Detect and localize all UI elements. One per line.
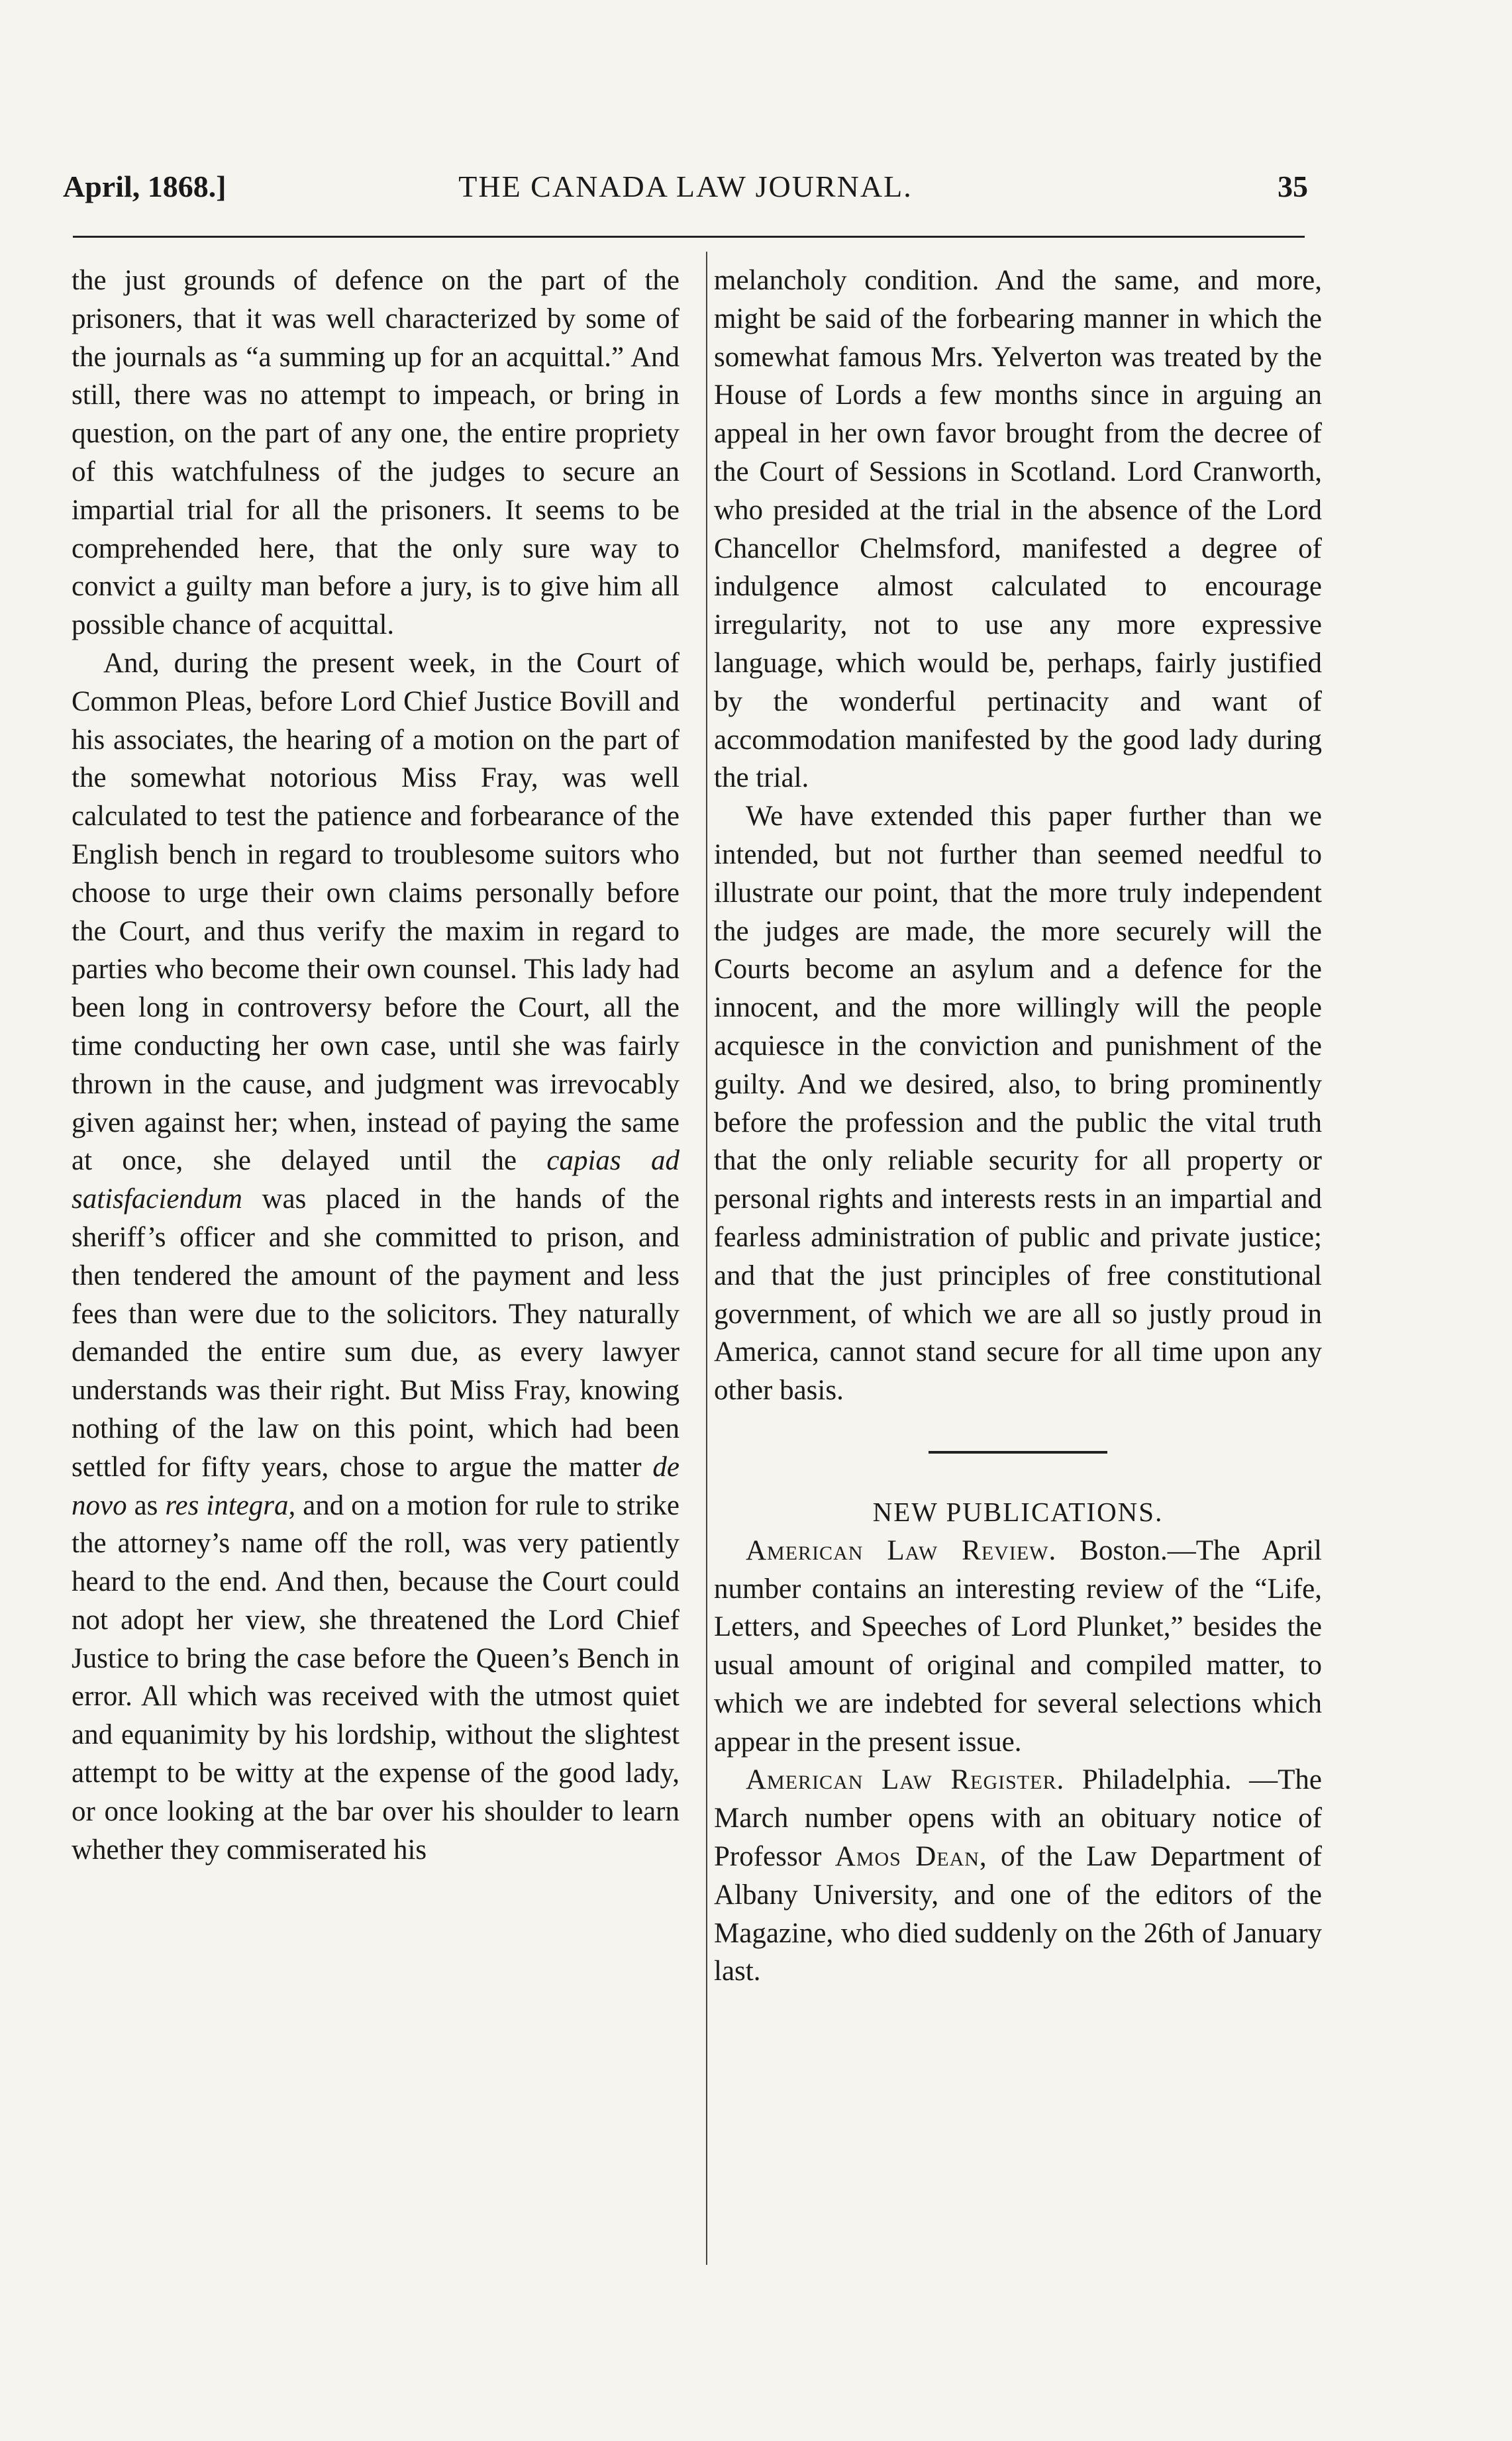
section-separator-rule [929,1451,1107,1454]
right-column [714,262,1322,1991]
left-paragraph-2-part-b: was placed in the hands of the sheriff’s officer and she committed to prison, and then tendered the amount of the payment and less fees than were due to the solicitors. They naturally demanded the entire sum due, as every lawyer understands was their right. But Miss Fray, knowing nothing of the law on this point, which had been settled for fifty years, chose to argue the matter [72,1183,680,1483]
publication-text-1: Boston.—The April number contains an interesting review of the “Life, Letters, and Speeches of Lord Plunket,” besides the usual amount of original and compiled matter, to which we are indebted for several selections which appear in the present issue. [714,1534,1322,1758]
latin-capias: capias ad satisfaciendum [72,1145,680,1215]
right-paragraph-2: We have extended this paper further than we intended, but not further than seemed needful to illustrate our point, that the more truly independent the judges are made, the more securely will the Courts become an asylum and a defence for the innocent, and the more willingly will the people acquiesce in the conviction and punishment of the guilty. And we desired, also, to bring prominently before the profession and the public the vital truth that the only reliable security for all property or personal rights and interests rests in an impartial and fearless administration of public and private justice; and that the just principles of free constitutional government, of which we are all so justly proud in America, cannot stand secure for all time upon any other basis. [714,801,1322,1407]
left-column [72,262,680,1869]
publication-text-2b: of the Law Department of Albany University, and one of the editors of the Magazine, who died suddenly on the 26th of January last. [714,1841,1322,1987]
left-paragraph-2-part-d: and on a motion for rule to strike the attorney’s name off the roll, was very patiently heard to the end. And then, because the Court could not adopt her view, she threatened the Lord Chief Justice to bring the case before the Queen’s Bench in error. All which was received with the utmost quiet and equanimity by his lordship, without the slightest attempt to be witty at the expense of the good lady, or once looking at the bar over his shoulder to learn whether they commiserated his [72,1489,680,1866]
publication-name-1: American Law Review. [746,1534,1057,1566]
running-header [63,169,1308,209]
header-journal-title: THE CANADA LAW JOURNAL. [458,170,913,203]
publication-entry-1 [714,1532,1322,1762]
header-date: April, 1868.] [63,170,227,203]
section-title: NEW PUBLICATIONS. [872,1496,1164,1527]
publication-name-2: American Law Register. [746,1764,1065,1796]
right-paragraph-1: melancholy condition. And the same, and more, might be said of the forbearing manner in which the somewhat famous Mrs. Yelverton was treated by the House of Lords a few months since in arguing an appeal in her own favor brought from the decree of the Court of Sessions in Scotland. Lord Cranworth, who presided at the trial in the absence of the Lord Chancellor Chelmsford, manifested a degree of indulgence almost calculated to encourage irregularity, not to use any more expressive language, which would be, perhaps, fairly justified by the wonderful pertinacity and want of accommodation manifested by the good lady during the trial. [714,265,1322,794]
header-page-number: 35 [1278,170,1308,203]
left-paragraph-2-part-a: And, during the present week, in the Court of Common Pleas, before Lord Chief Justice Bovill and his associates, the hearing of a motion on the part of the somewhat notorious Miss Fray, was well calculated to test the patience and forbearance of the English bench in regard to troublesome suitors who choose to urge their own claims personally before the Court, and thus verify the maxim in regard to parties who become their own counsel. This lady had been long in controversy before the Court, all the time conducting her own case, until she was fairly thrown in the cause, and judgment was irrevocably given against her; when, instead of paying the same at once, she delayed until the [72,647,680,1177]
publication-entry-2 [714,1761,1322,1991]
left-paragraph-2-part-c: as [126,1489,166,1521]
latin-res-integra: res integra, [165,1489,296,1521]
person-name: Amos Dean, [834,1841,987,1873]
latin-de-novo: de novo [72,1451,680,1521]
header-rule [73,236,1305,238]
column-divider [706,252,707,2265]
left-paragraph-1: the just grounds of defence on the part of the prisoners, that it was well characterized by some of the journals as “a summing up for an acquittal.” And still, there was no attempt to impeach, or bring in question, on the part of any one, the entire propriety of this watchfulness of the judges to secure an impartial trial for all the prisoners. It seems to be comprehended here, that the only sure way to convict a guilty man before a jury, is to give him all possible chance of acquittal. [72,265,680,641]
left-paragraph-2 [72,644,680,1869]
publication-text-2a: Philadelphia. —The March number opens with an obituary notice of Professor [714,1764,1322,1873]
